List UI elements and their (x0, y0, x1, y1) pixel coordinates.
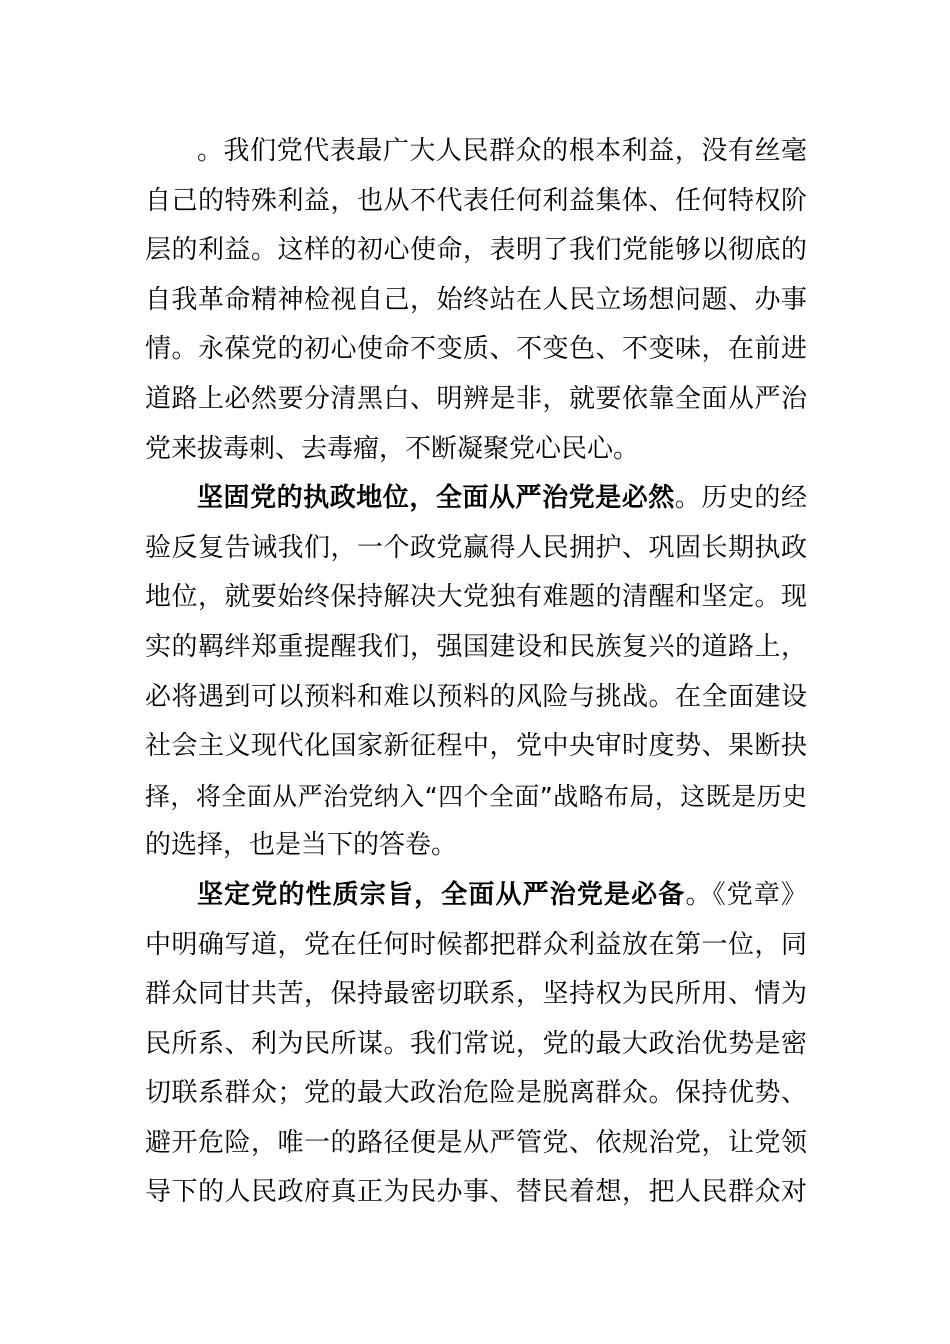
line-text: 层的利益。这样的初心使命，表明了我们党能够以彻底的 (145, 235, 807, 266)
text-line (145, 722, 807, 772)
text-line (145, 573, 807, 623)
text-line (145, 474, 807, 524)
text-line (145, 970, 807, 1020)
text-line (145, 127, 807, 177)
text-line (145, 1069, 807, 1119)
text-line (145, 425, 807, 475)
text-line (145, 276, 807, 326)
line-text: 中明确写道，党在任何时候都把群众利益放在第一位，同 (145, 929, 807, 960)
paragraph-1 (145, 127, 807, 474)
text-line (145, 921, 807, 971)
text-line (145, 673, 807, 723)
text-line (145, 623, 807, 673)
line-text: 的选择，也是当下的答卷。 (145, 830, 458, 861)
text-line (145, 1119, 807, 1169)
bold-heading-phrase: 坚固党的执政地位，全面从严治党是必然 (197, 483, 675, 514)
text-line (145, 325, 807, 375)
line-text: 地位，就要始终保持解决大党独有难题的清醒和坚定。现 (145, 582, 807, 613)
line-text: 。历史的经 (674, 483, 807, 514)
text-line (145, 177, 807, 227)
line-text: 切联系群众；党的最大政治危险是脱离群众。保持优势、 (145, 1078, 807, 1109)
line-text: 社会主义现代化国家新征程中，党中央审时度势、果断抉 (145, 731, 807, 762)
line-text: 党来拔毒刺、去毒瘤，不断凝聚党心民心。 (145, 433, 640, 464)
text-line (145, 1020, 807, 1070)
text-line (145, 772, 807, 822)
text-line (145, 821, 807, 871)
text-line (145, 1168, 807, 1218)
line-text: 。《党章》 (685, 879, 807, 910)
line-text: 。我们党代表最广大人民群众的根本利益，没有丝毫 (197, 136, 807, 166)
line-text: 道路上必然要分清黑白、明辨是非，就要依靠全面从严治 (145, 383, 807, 414)
line-text: 自我革命精神检视自己，始终站在人民立场想问题、办事 (145, 284, 807, 315)
line-text: 避开危险，唯一的路径便是从严管党、依规治党，让党领 (145, 1127, 807, 1158)
line-text: 实的羁绊郑重提醒我们，强国建设和民族复兴的道路上， (145, 631, 807, 662)
line-text: 导下的人民政府真正为民办事、替民着想，把人民群众对 (145, 1177, 807, 1208)
line-text: 民所系、利为民所谋。我们常说，党的最大政治优势是密 (145, 1028, 807, 1059)
line-text: 情。永葆党的初心使命不变质、不变色、不变味，在前进 (145, 334, 807, 365)
line-text: 验反复告诫我们，一个政党赢得人民拥护、巩固长期执政 (145, 532, 807, 563)
line-text: 必将遇到可以预料和难以预料的风险与挑战。在全面建设 (145, 681, 807, 712)
body-text (145, 127, 807, 1218)
bold-heading-phrase: 坚定党的性质宗旨，全面从严治党是必备 (197, 879, 686, 910)
paragraph-3 (145, 871, 807, 1218)
text-line (145, 226, 807, 276)
text-line (145, 871, 807, 921)
line-text: 群众同甘共苦，保持最密切联系，坚持权为民所用、情为 (145, 979, 807, 1010)
line-text: 择，将全面从严治党纳入“四个全面”战略布局，这既是历史 (145, 781, 807, 811)
line-text: 自己的特殊利益，也从不代表任何利益集体、任何特权阶 (145, 185, 807, 216)
text-line (145, 375, 807, 425)
text-line (145, 524, 807, 574)
paragraph-2 (145, 474, 807, 871)
